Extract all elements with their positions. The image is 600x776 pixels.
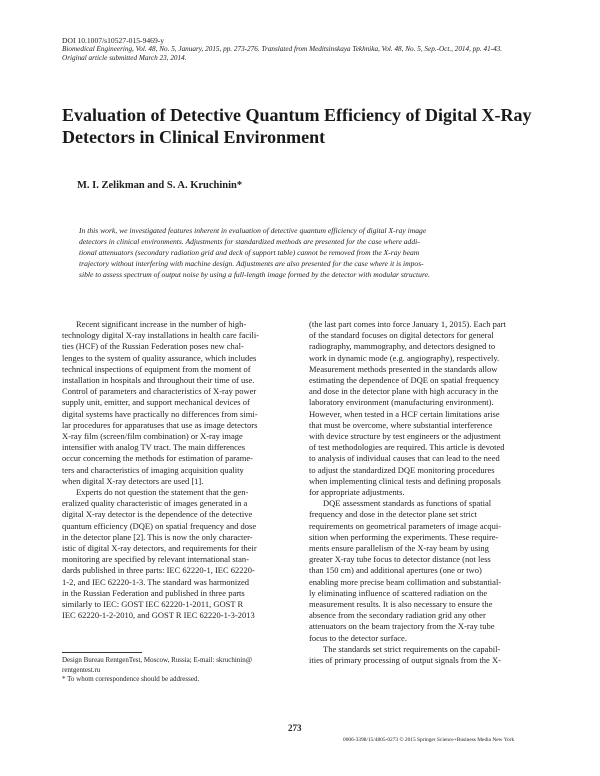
abstract-line: trajectory without interfering with machine design. Adjustments are also presented for the case where it is impos- bbox=[79, 258, 424, 268]
body-text-line: to analysis of individual causes that can lead to the need bbox=[309, 453, 500, 464]
body-text-line: eralized quality characteristic of images generated in a bbox=[62, 498, 248, 509]
footnote-rule bbox=[62, 652, 142, 653]
body-text-line: DQE assessment standards as functions of spatial bbox=[323, 498, 492, 509]
body-text-line: requirements on geometrical parameters of image acqui- bbox=[309, 520, 502, 531]
affiliation-footnote: rentgentest.ru bbox=[62, 665, 101, 674]
body-text-line: radiography, mammography, and detectors designed to bbox=[309, 341, 496, 352]
body-column-right bbox=[309, 319, 545, 666]
body-text-line: when implementing clinical tests and defining proposals bbox=[309, 475, 501, 486]
body-text-line: ties (HCF) of the Russian Federation poses new chal- bbox=[62, 341, 244, 352]
abstract-line: In this work, we investigated features inherent in evaluation of detective quantum efficiency of digital X-ray image bbox=[79, 226, 427, 235]
title-line-1: Evaluation of Detective Quantum Efficiency of Digital X-Ray bbox=[62, 105, 532, 125]
body-text-line: to adjust the standardized DQE monitoring procedures bbox=[309, 464, 495, 475]
journal-citation: Biomedical Engineering, Vol. 48, No. 5, January, 2015, pp. 273-276. Translated from Meditsinskaya Tekhnika, Vol. 48, No. 5, Sep.-Oct., 2014, pp. 41-43. bbox=[62, 45, 503, 54]
body-text-line: similarly to IEC: GOST IEC 62220-1-2011, GOST R bbox=[62, 599, 244, 610]
body-text-line: occur concerning the methods for estimation of parame- bbox=[62, 453, 253, 464]
authors: M. I. Zelikman and S. A. Kruchinin* bbox=[77, 180, 243, 191]
body-text-line: installation in hospitals and throughout their time of use. bbox=[62, 375, 255, 386]
body-text-line: enabling more precise beam collimation and substantial- bbox=[309, 576, 502, 587]
body-text-line: when digital X-ray detectors are used [1]. bbox=[62, 475, 204, 486]
body-text-line: technology digital X-ray installations in health care facili- bbox=[62, 330, 260, 341]
doi-text: DOI 10.1007/s10527-015-9469-y bbox=[62, 36, 165, 45]
body-text-line: (the last part comes into force January 1, 2015). Each part bbox=[309, 319, 506, 329]
body-text-line: IEC 62220-1-2-2010, and GOST R IEC 62220-1-3-2013 bbox=[62, 610, 255, 621]
body-text-line: laboratory environment (manufacturing environment). bbox=[309, 397, 494, 408]
body-text-line: work in dynamic mode (e.g. angiography), respectively. bbox=[309, 352, 500, 363]
body-text-line: Recent significant increase in the number of high- bbox=[76, 319, 247, 329]
body-text-line: istic of digital X-ray detectors, and requirements for their bbox=[62, 543, 257, 554]
body-text-line: sition when performing the experiments. These require- bbox=[309, 531, 499, 542]
body-text-line: X-ray film (screen/film combination) or X-ray image bbox=[62, 431, 243, 442]
correspondence-footnote: * To whom correspondence should be addressed. bbox=[62, 675, 200, 684]
body-text-line: attenuators on the beam trajectory from the X-ray tube bbox=[309, 621, 495, 632]
body-column-left bbox=[62, 319, 300, 621]
body-text-line: digital X-ray detector is the dependence of the detective bbox=[62, 509, 253, 520]
body-text-line: The standards set strict requirements on the capabil- bbox=[323, 643, 501, 654]
body-text-line: Experts do not question the statement that the gen- bbox=[76, 487, 249, 498]
body-text-line: and dose in the detector plane with high accuracy in the bbox=[309, 386, 499, 397]
body-text-line: for appropriate adjustments. bbox=[309, 487, 405, 498]
body-text-line: focus to the detector surface. bbox=[309, 632, 407, 643]
body-text-line: in the detector plane [2]. This is now the only character- bbox=[62, 531, 253, 542]
body-text-line: frequency and dose in the detector plane set strict bbox=[309, 509, 478, 520]
body-text-line: ities of primary processing of output signals from the X- bbox=[309, 655, 501, 666]
body-text-line: ments ensure parallelism of the X-ray beam by using bbox=[309, 543, 489, 554]
body-text-line: absence from the secondary radiation grid any other bbox=[309, 610, 486, 621]
article-header bbox=[62, 36, 552, 64]
abstract-line: sible to assess spectrum of output noise by using a full-length image formed by the detector with modular structure. bbox=[79, 269, 430, 279]
affiliation-footnote: Design Bureau RentgenTest, Moscow, Russia; E-mail: skruchinin@ bbox=[62, 656, 253, 664]
body-text-line: estimating the dependence of DQE on spatial frequency bbox=[309, 375, 500, 386]
body-text-line: in the Russian Federation and published in three parts bbox=[62, 587, 245, 598]
body-text-line: lenges to the system of quality assurance, which includes bbox=[62, 352, 257, 363]
body-text-line: of the standard focuses on digital detectors for general bbox=[309, 330, 494, 341]
body-text-line: supply unit, emitter, and support mechanical devices of bbox=[62, 397, 250, 408]
title-line-2: Detectors in Clinical Environment bbox=[62, 127, 326, 147]
abstract-line: tional attenuators (secondary radiation grid and deck of support table) cannot be removed from the X-ray beam bbox=[79, 247, 420, 257]
body-text-line: than 150 cm) and additional apertures (one or two) bbox=[309, 565, 482, 576]
body-text-line: greater X-ray tube focus to detector distance (not less bbox=[309, 554, 491, 565]
body-text-line: monitoring are specified by relevant international stan- bbox=[62, 554, 249, 565]
body-text-line: lar procedures for apparatuses that use as image detectors bbox=[62, 419, 258, 430]
body-text-line: ters and characteristics of imaging acquisition quality bbox=[62, 464, 244, 475]
body-text-line: that must be overcome, where substantial interference bbox=[309, 419, 493, 430]
article-title bbox=[62, 104, 532, 148]
footnotes bbox=[62, 656, 302, 685]
page-number: 273 bbox=[288, 723, 302, 733]
submission-date: Original article submitted March 23, 2014. bbox=[62, 54, 187, 63]
body-text-line: However, when tested in a HCF certain limitations arise bbox=[309, 408, 500, 419]
body-text-line: dards published in three parts: IEC 62220-1, IEC 62220- bbox=[62, 565, 255, 576]
copyright-line: 0006-3398/15/4805-0273 © 2015 Springer Science+Business Media New York bbox=[343, 737, 515, 743]
body-text-line: digital systems have practically no differences from simi- bbox=[62, 408, 258, 419]
body-text-line: quantum efficiency (DQE) on spatial frequency and dose bbox=[62, 520, 257, 531]
body-text-line: 1-2, and IEC 62220-1-3. The standard was harmonized bbox=[62, 576, 250, 587]
body-text-line: technical inspections of equipment from the moment of bbox=[62, 363, 251, 374]
body-text-line: Control of parameters and characteristics of X-ray power bbox=[62, 386, 257, 397]
body-text-line: with device structure by test engineers or the adjustment bbox=[309, 431, 501, 442]
abstract bbox=[79, 226, 521, 281]
body-text-line: intensifier with analog TV tract. The main differences bbox=[62, 442, 246, 453]
body-text-line: of test methodologies are required. This article is devoted bbox=[309, 442, 505, 453]
abstract-line: detectors in clinical environments. Adjustments for standardized methods are presented for the case where addi- bbox=[79, 236, 420, 246]
body-text-line: Measurement methods presented in the standards allow bbox=[309, 363, 498, 374]
body-text-line: measurement results. It is also necessary to ensure the bbox=[309, 599, 493, 610]
body-text-line: ly eliminating influence of scattered radiation on the bbox=[309, 587, 488, 598]
